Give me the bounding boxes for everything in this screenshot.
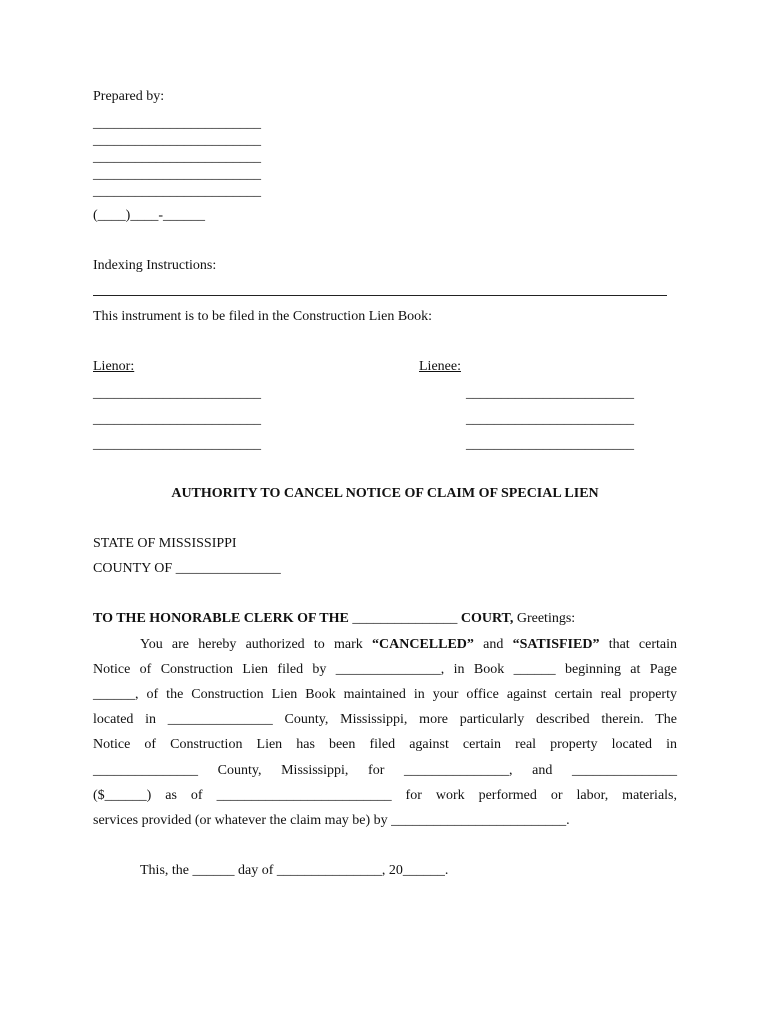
prepared-by-label: Prepared by: [93, 89, 165, 104]
lienee-line-2[interactable]: ________________________ [466, 412, 634, 427]
preparer-line-3[interactable]: ________________________ [93, 150, 261, 165]
phone-blank[interactable]: (____)____-______ [93, 208, 205, 223]
body-line-1 [140, 636, 677, 654]
lienor-line-3[interactable]: ________________________ [93, 437, 261, 452]
lienor-label: Lienor: [93, 359, 135, 374]
date-line[interactable]: This, the ______ day of _______________, 20______. [140, 863, 449, 878]
body-line-4[interactable]: located in _______________ County, Mississippi, more particularly described therein. The [93, 712, 677, 727]
lienor-line-1[interactable]: ________________________ [93, 386, 261, 401]
satisfied-term: “SATISFIED” [512, 637, 600, 652]
preparer-line-1[interactable]: ________________________ [93, 116, 261, 131]
lienee-label: Lienee: [419, 359, 461, 374]
preparer-line-4[interactable]: ________________________ [93, 167, 261, 182]
indexing-label: Indexing Instructions: [93, 258, 217, 273]
salutation-court: COURT, [460, 611, 514, 626]
cancelled-term: “CANCELLED” [372, 637, 474, 652]
lienee-line-3[interactable]: ________________________ [466, 437, 634, 452]
body-line-6[interactable]: _______________ County, Mississippi, for _______________, and _______________ [93, 763, 677, 778]
body-line-3[interactable]: ______, of the Construction Lien Book maintained in your office against certain real property [93, 687, 677, 702]
body-line-5: Notice of Construction Lien has been filed against certain real property located in [93, 737, 677, 752]
document-title: AUTHORITY TO CANCEL NOTICE OF CLAIM OF SPECIAL LIEN [171, 486, 599, 501]
body-text: and [473, 637, 513, 652]
county-line[interactable]: COUNTY OF _______________ [93, 561, 281, 576]
indexing-rule[interactable] [93, 295, 667, 296]
salutation-suffix: Greetings: [513, 611, 576, 626]
court-blank[interactable]: _______________ [348, 611, 461, 626]
body-line-7[interactable]: ($______) as of _________________________ for work performed or labor, materials, [93, 788, 677, 803]
lienor-line-2[interactable]: ________________________ [93, 412, 261, 427]
body-text: You are hereby authorized to mark [140, 637, 372, 652]
body-line-2[interactable]: Notice of Construction Lien filed by _______________, in Book ______ beginning at Page [93, 662, 677, 677]
salutation-prefix: TO THE HONORABLE CLERK OF THE [93, 611, 349, 626]
filing-note: This instrument is to be filed in the Construction Lien Book: [93, 309, 433, 324]
body-text: that certain [599, 637, 677, 652]
body-line-8[interactable]: services provided (or whatever the claim may be) by _________________________. [93, 813, 570, 828]
salutation [93, 610, 575, 628]
lienee-line-1[interactable]: ________________________ [466, 386, 634, 401]
preparer-line-5[interactable]: ________________________ [93, 184, 261, 199]
state-line: STATE OF MISSISSIPPI [93, 536, 237, 551]
preparer-line-2[interactable]: ________________________ [93, 133, 261, 148]
